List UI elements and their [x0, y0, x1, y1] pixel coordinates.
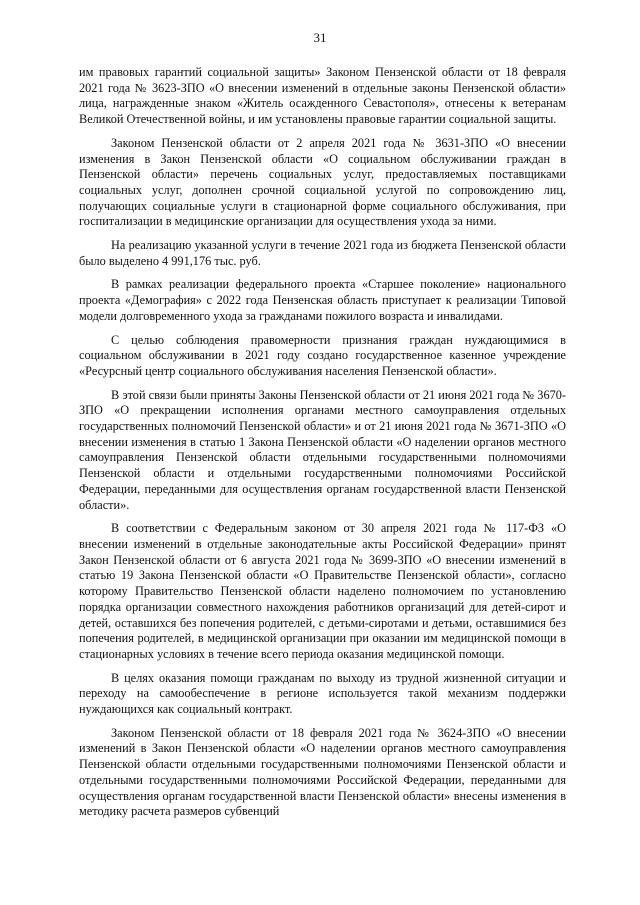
paragraph: В соответствии с Федеральным законом от 30 апреля 2021 года № 117-ФЗ «О внесении изменений в отдельные законодательные акты Российской Федерации» принят Закон Пензенской области от 6 августа 2021 года № 3699-ЗПО «О внесении изменений в статью 19 Закона Пензенской области «О Правительстве Пензенской области», согласно которому Правительство Пензенской области наделено полномочием по установлению порядка организации совместного нахождения работников организаций для детей-сирот и детей, оставшихся без попечения родителей, с детьми-сиротами и детьми, оставшимися без попечения родителей, в медицинской организации при оказании им медицинской помощи в стационарных условиях в течение всего периода оказания медицинской помощи. — [79, 521, 566, 661]
paragraph: С целью соблюдения правомерности признания граждан нуждающимися в социальном обслуживании в 2021 году создано государственное казенное учреждение «Ресурсный центр социального обслуживания населения Пензенской области». — [79, 332, 566, 378]
paragraph: В этой связи были приняты Законы Пензенской области от 21 июня 2021 года № 3670-ЗПО «О прекращении исполнения органами местного самоуправления отдельных государственных полномочий Пензенской области» и от 21 июня 2021 года № 3671-ЗПО «О внесении изменения в статью 1 Закона Пензенской области «О наделении органов местного самоуправления Пензенской области отдельными государственными полномочиями Пензенской области и отдельными государственными полномочиями Российской Федерации, переданными для осуществления органам государственной власти Пензенской области». — [79, 387, 566, 512]
paragraph: На реализацию указанной услуги в течение 2021 года из бюджета Пензенской области было выделено 4 991,176 тыс. руб. — [79, 238, 566, 268]
paragraph: В целях оказания помощи гражданам по выходу из трудной жизненной ситуации и переходу на самообеспечение в регионе используется такой механизм поддержки нуждающихся как социальный контракт. — [79, 670, 566, 717]
page-body — [79, 65, 566, 828]
paragraph-continuation: им правовых гарантий социальной защиты» Законом Пензенской области от 18 февраля 2021 года № 3623-ЗПО «О внесении изменений в отдельные законы Пензенской области» лица, награжденные знаком «Житель осажденного Севастополя», отнесены к ветеранам Великой Отечественной войны, и им установлены правовые гарантии социальной защиты. — [79, 65, 566, 127]
paragraph: Законом Пензенской области от 18 февраля 2021 года № 3624-ЗПО «О внесении изменений в Закон Пензенской области «О наделении органов местного самоуправления Пензенской области отдельными государственными полномочиями Пензенской области и отдельными государственными полномочиями Российской Федерации, переданными для осуществления органам государственной власти Пензенской области» внесены изменения в методику расчета размеров субвенций — [79, 725, 566, 819]
paragraph: Законом Пензенской области от 2 апреля 2021 года № 3631-ЗПО «О внесении изменения в Закон Пензенской области «О социальном обслуживании граждан в Пензенской области» перечень социальных услуг, предоставляемых поставщиками социальных услуг, дополнен срочной социальной услугой по сопровождению лиц, получающих социальные услуги в стационарной форме социального обслуживания, при госпитализации в медицинские организации для осуществления ухода за ними. — [79, 135, 566, 229]
paragraph: В рамках реализации федерального проекта «Старшее поколение» национального проекта «Демография» с 2022 года Пензенская область приступает к реализации Типовой модели долговременного ухода за гражданами пожилого возраста и инвалидами. — [79, 277, 566, 323]
page-number: 31 — [313, 30, 327, 45]
